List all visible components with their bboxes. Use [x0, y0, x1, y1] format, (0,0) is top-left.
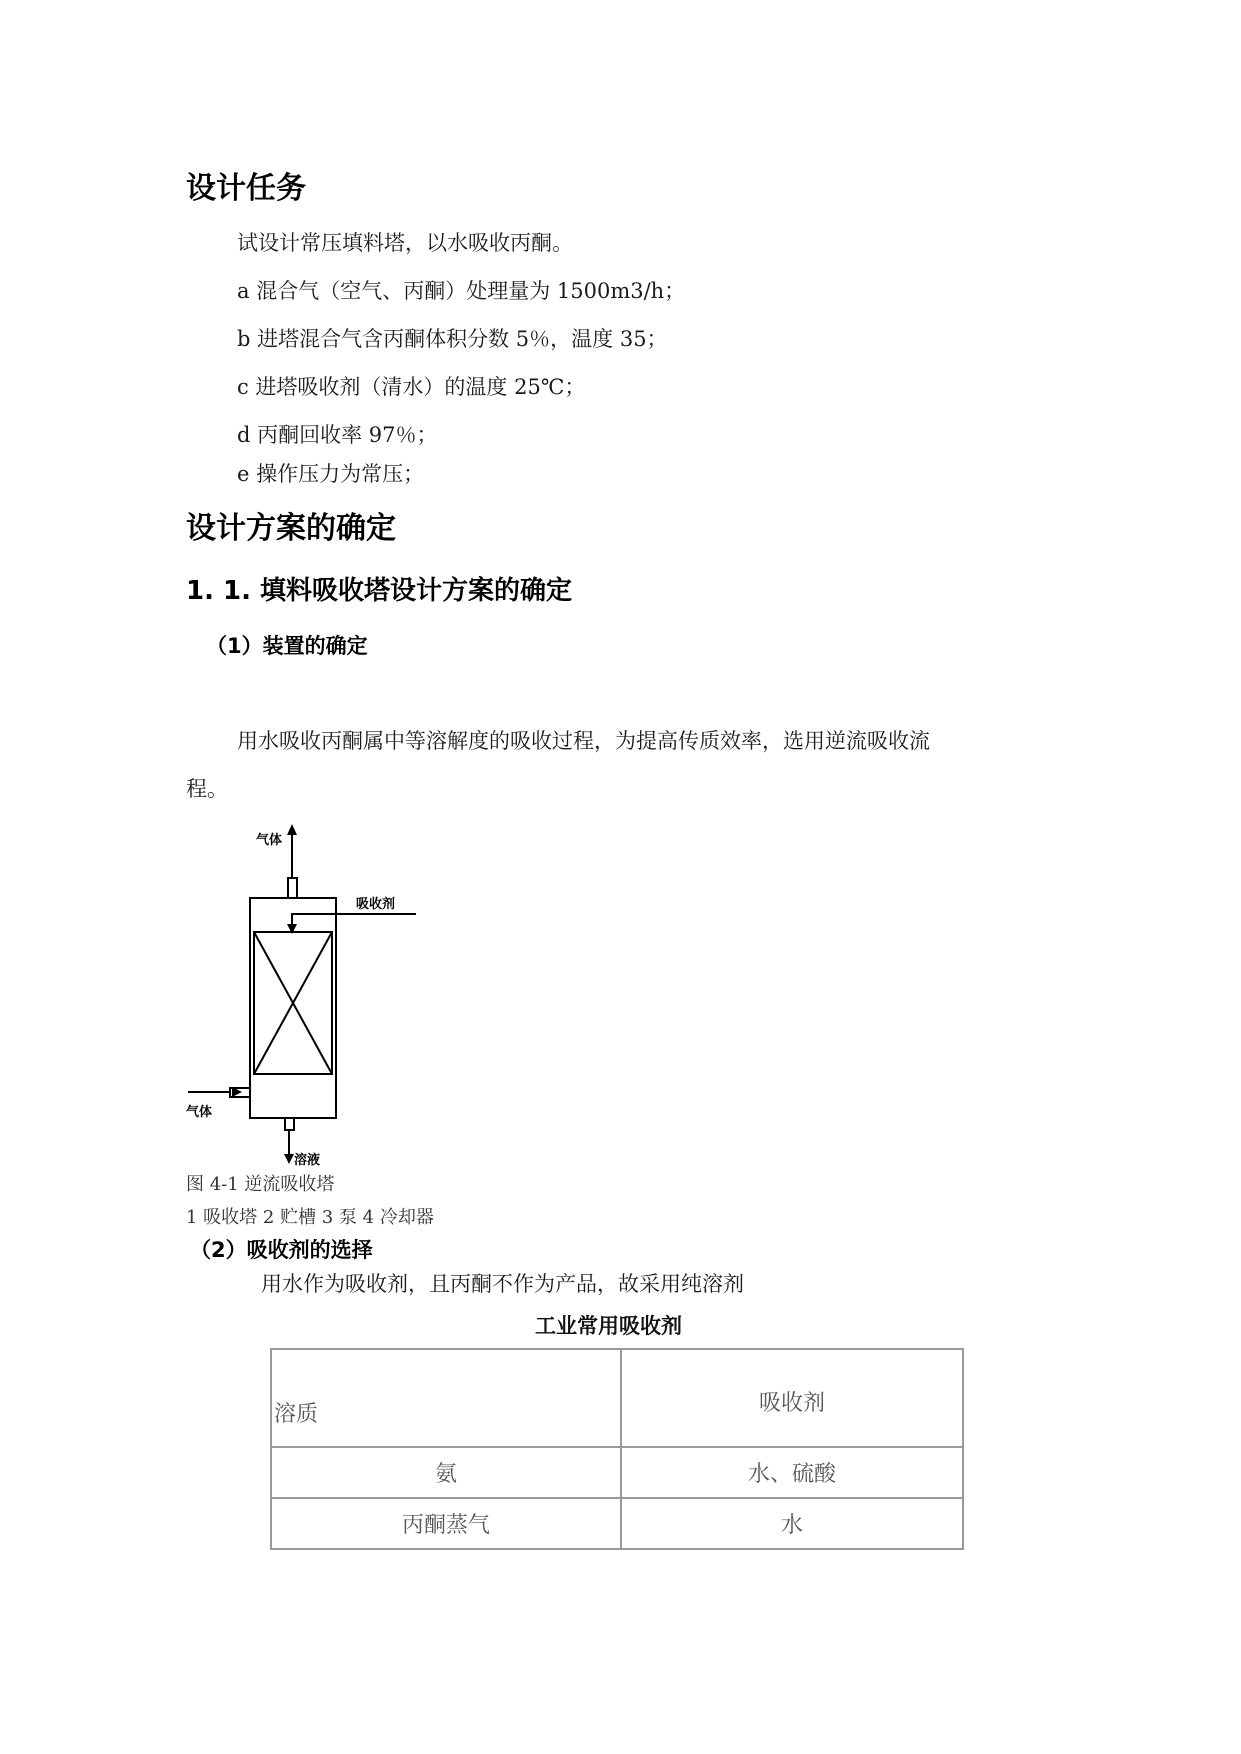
heading-design-task: 设计任务: [186, 171, 306, 206]
task-item-c: c 进塔吸收剂（清水）的温度 25℃；: [237, 375, 586, 399]
task-item-a: a 混合气（空气、丙酮）处理量为 1500m3/h；: [237, 279, 686, 303]
absorbent-text: 用水作为吸收剂，且丙酮不作为产品，故采用纯溶剂: [261, 1272, 744, 1296]
header-absorbent: 吸收剂: [621, 1349, 963, 1447]
task-item-d: d 丙酮回收率 97％；: [237, 423, 438, 447]
label-gas-in: 气体: [186, 1105, 213, 1120]
cell-solute: 丙酮蒸气: [271, 1498, 621, 1549]
bottom-nozzle: [285, 1118, 294, 1130]
task-item-e: e 操作压力为常压；: [237, 462, 425, 486]
top-nozzle: [288, 878, 297, 898]
header-solute: 溶质: [271, 1349, 621, 1447]
cell-absorbent: 水: [621, 1498, 963, 1549]
heading-absorbent-selection: （2）吸收剂的选择: [190, 1238, 373, 1262]
table-row: [271, 1447, 963, 1498]
solution-arrow: [284, 1154, 294, 1164]
label-solution: 溶液: [294, 1153, 321, 1168]
table-row: [271, 1498, 963, 1549]
paragraph-line-2: 程。: [186, 777, 228, 801]
heading-packed-tower-plan: 1. 1. 填料吸收塔设计方案的确定: [186, 576, 573, 606]
paragraph-line-1: 用水吸收丙酮属中等溶解度的吸收过程，为提高传质效率，选用逆流吸收流: [237, 729, 930, 753]
figure-legend: 1 吸收塔 2 贮槽 3 泵 4 冷却器: [186, 1207, 434, 1228]
task-intro: 试设计常压填料塔，以水吸收丙酮。: [237, 231, 573, 255]
cell-absorbent: 水、硫酸: [621, 1447, 963, 1498]
gas-outlet-arrow: [287, 824, 297, 835]
heading-design-plan: 设计方案的确定: [186, 511, 396, 546]
absorbent-table: [270, 1348, 964, 1550]
label-absorbent: 吸收剂: [356, 897, 396, 912]
table-header-row: [271, 1349, 963, 1447]
heading-device: （1）装置的确定: [206, 634, 368, 658]
absorption-tower-diagram: [186, 822, 426, 1168]
task-item-b: b 进塔混合气含丙酮体积分数 5％，温度 35；: [237, 327, 668, 351]
table-title: 工业常用吸收剂: [535, 1314, 682, 1338]
cell-solute: 氨: [271, 1447, 621, 1498]
figure-caption: 图 4-1 逆流吸收塔: [186, 1174, 335, 1195]
absorbent-inlet-line: [292, 914, 416, 928]
label-gas-out: 气体: [256, 833, 283, 848]
